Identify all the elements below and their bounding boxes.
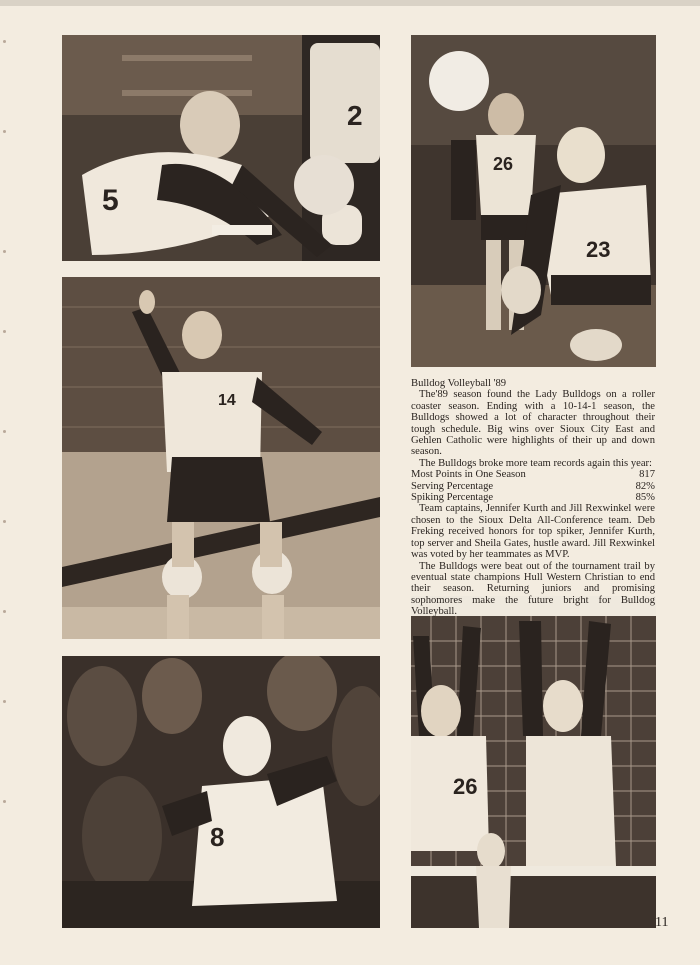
photo-player-crowd xyxy=(62,656,380,928)
team-records-list xyxy=(411,469,655,503)
article-paragraph: The Bulldogs were beat out of the tournament trail by eventual state champions Hull Western Christian to end their season. Returning juniors and promising sophomores make the future bright for Bulldog Volleyball. xyxy=(411,560,655,618)
jersey-number: 23 xyxy=(586,237,611,262)
article-paragraph: Team captains, Jennifer Kurth and Jill Rexwinkel were chosen to the Sioux Delta All-Conference team. Deb Freking received honors for top spiker, Jennifer Kurth, top server and Sheila Gates, hustle award. Jill Rexwinkel was voted by her teammates as MVP. xyxy=(411,503,655,561)
record-label: Most Points in One Season xyxy=(411,469,526,481)
article xyxy=(411,378,655,618)
article-paragraph: The'89 season found the Lady Bulldogs on a roller coaster season. Ending with a 10-14-1 season, the Bulldogs showed a lot of character throughout their tough schedule. Big wins over Sioux City East and Gehlen Catholic were highlights of their up and down season. xyxy=(411,389,655,458)
jersey-number: 14 xyxy=(218,392,236,409)
article-paragraph: The Bulldogs broke more team records again this year: xyxy=(419,457,652,469)
page-number: 11 xyxy=(655,915,669,930)
photo-player-serving xyxy=(62,277,380,639)
photo-player-diving xyxy=(62,35,380,261)
svg-text:2: 2 xyxy=(347,100,363,131)
record-value: 85% xyxy=(635,492,655,504)
jersey-number: 5 xyxy=(102,184,119,217)
photo-players-passing xyxy=(411,35,656,367)
record-value: 817 xyxy=(639,469,655,481)
top-edge xyxy=(0,0,700,6)
record-value: 82% xyxy=(635,480,655,492)
record-row xyxy=(411,481,655,492)
jersey-number: 26 xyxy=(453,774,478,799)
record-label: Serving Percentage xyxy=(411,480,494,492)
record-label: Spiking Percentage xyxy=(411,492,494,504)
jersey-number: 8 xyxy=(210,822,225,852)
photo-players-blocking xyxy=(411,596,656,928)
record-row xyxy=(411,469,655,480)
jersey-number: 26 xyxy=(493,154,514,174)
record-row xyxy=(411,492,655,503)
article-title: Bulldog Volleyball '89 xyxy=(411,378,507,389)
